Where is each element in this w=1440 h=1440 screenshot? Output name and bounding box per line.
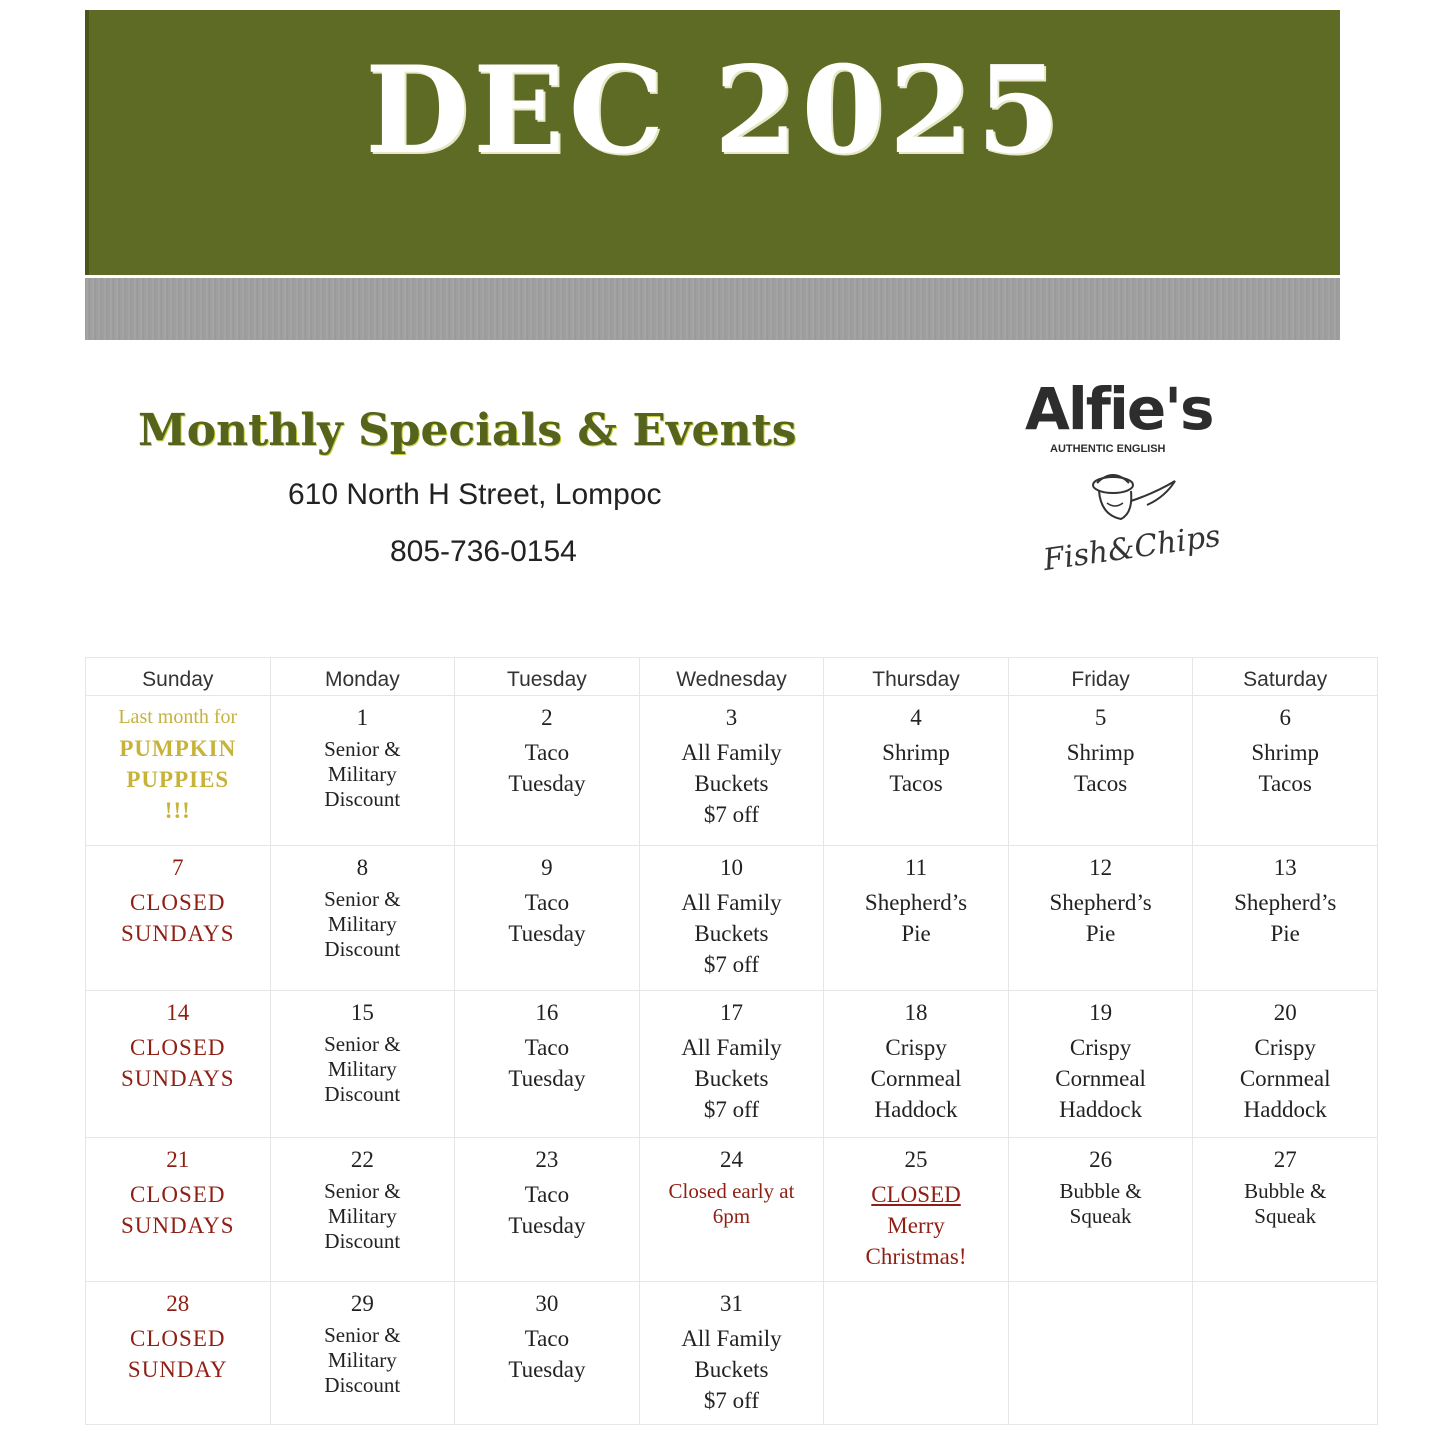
day-number: 8 [356,855,369,880]
day-number: 3 [725,705,738,730]
day-number: 23 [535,1147,559,1172]
fish-and-chips-logo-art [1035,463,1223,579]
calendar-week-4 [86,1138,1378,1282]
calendar-cell [270,1138,455,1282]
weekday-header-thursday: Thursday [824,658,1009,696]
logo-name: Alfie's [1025,375,1213,443]
page-subtitle: Monthly Specials & Events [138,405,797,456]
day-number: 26 [1089,1147,1113,1172]
event-label: CLOSED SUNDAYS [121,890,235,946]
svg-text:Fish&Chips: Fish&Chips [1041,518,1223,579]
weekday-header-saturday: Saturday [1193,658,1378,696]
calendar-cell [1193,1138,1378,1282]
calendar-cell [455,846,640,991]
calendar-cell [639,1138,824,1282]
day-number: 5 [1094,705,1107,730]
day-number: 25 [904,1147,928,1172]
logo-tagline: AUTHENTIC ENGLISH [1050,443,1166,455]
event-label: Shepherd’s Pie [1234,890,1337,946]
day-number: 19 [1089,1000,1113,1025]
calendar-cell [1193,696,1378,846]
calendar-cell [824,1138,1009,1282]
calendar-cell-empty [1008,1282,1193,1425]
day-number: 13 [1273,855,1297,880]
day-number: 28 [166,1291,190,1316]
event-label: Taco Tuesday [508,1182,586,1238]
event-label: Shepherd’s Pie [1049,890,1152,946]
weekday-header-wednesday: Wednesday [639,658,824,696]
calendar-cell [824,846,1009,991]
calendar-cell [1193,846,1378,991]
calendar-cell [639,1282,824,1425]
day-number: 29 [350,1291,374,1316]
event-label: Bubble & Squeak [1059,1179,1142,1228]
event-label: Crispy Cornmeal Haddock [1239,1035,1331,1122]
day-number: 31 [719,1291,743,1316]
day-number: 22 [350,1147,374,1172]
calendar-cell [270,1282,455,1425]
calendar-cell [270,991,455,1138]
restaurant-logo [1015,375,1223,580]
calendar-cell [639,846,824,991]
calendar-cell [1193,991,1378,1138]
event-label: CLOSED SUNDAYS [121,1035,235,1091]
event-label: Shrimp Tacos [1251,740,1320,796]
event-label: Crispy Cornmeal Haddock [1055,1035,1146,1122]
calendar-cell [1008,696,1193,846]
day-number: 7 [172,855,184,880]
calendar-cell [824,696,1009,846]
calendar-cell [1008,846,1193,991]
event-label: All Family Buckets $7 off [681,740,782,827]
event-label: Senior & Military Discount [324,1179,401,1253]
calendar-cell [455,696,640,846]
event-label: All Family Buckets $7 off [681,1035,782,1122]
calendar-cell [270,696,455,846]
day-number: 1 [356,705,369,730]
calendar-cell [86,696,271,846]
event-note: Last month for [118,706,238,728]
event-label: Senior & Military Discount [324,1323,401,1397]
event-label: CLOSED SUNDAYS [121,1182,235,1238]
event-label: Closed early at 6pm [668,1179,795,1228]
event-label: All Family Buckets $7 off [681,1326,782,1413]
calendar-week-1 [86,696,1378,846]
day-number: 20 [1273,1000,1297,1025]
day-number: 14 [166,1000,190,1025]
weekday-header-sunday: Sunday [86,658,271,696]
day-number: 27 [1273,1147,1297,1172]
calendar-week-5 [86,1282,1378,1425]
day-number: 30 [535,1291,559,1316]
weekday-header-friday: Friday [1008,658,1193,696]
calendar-cell [639,991,824,1138]
event-label: Senior & Military Discount [324,887,401,961]
restaurant-phone: 805-736-0154 [390,535,577,568]
event-label: Senior & Military Discount [324,1032,401,1106]
day-number: 12 [1089,855,1113,880]
calendar-cell [86,1138,271,1282]
header-banner [85,10,1340,275]
calendar-week-2 [86,846,1378,991]
event-label: Senior & Military Discount [324,737,401,811]
event-label: Crispy Cornmeal Haddock [870,1035,962,1122]
divider-band [85,278,1340,340]
event-label: Taco Tuesday [508,1035,586,1091]
day-number: 24 [719,1147,743,1172]
day-number: 11 [904,855,928,880]
event-note: PUMPKIN PUPPIES !!! [119,736,237,823]
calendar-cell [455,991,640,1138]
event-label: Bubble & Squeak [1244,1179,1327,1228]
calendar-cell [1008,991,1193,1138]
day-number: 6 [1279,705,1291,730]
calendar-cell [86,991,271,1138]
weekday-header-monday: Monday [270,658,455,696]
event-label: CLOSED SUNDAY [127,1326,228,1382]
restaurant-address: 610 North H Street, Lompoc [288,478,662,511]
day-number: 21 [166,1147,190,1172]
calendar-cell [270,846,455,991]
day-number: 18 [904,1000,928,1025]
day-number: 2 [541,705,553,730]
event-label: Taco Tuesday [508,1326,586,1382]
calendar-cell [639,696,824,846]
day-number: 9 [541,855,553,880]
calendar-week-3 [86,991,1378,1138]
december-calendar [85,657,1378,1425]
calendar-cell-empty [1193,1282,1378,1425]
calendar-cell-empty [824,1282,1009,1425]
day-number: 10 [719,855,743,880]
calendar-cell [455,1138,640,1282]
event-label: Shrimp Tacos [882,740,950,796]
month-title: DEC 2025 [365,40,1064,181]
calendar-cell [86,846,271,991]
event-label: Taco Tuesday [508,740,586,796]
event-label: Merry Christmas! [865,1213,967,1269]
day-number: 17 [719,1000,743,1025]
calendar-cell [86,1282,271,1425]
day-number: 16 [535,1000,559,1025]
event-label: Shepherd’s Pie [864,890,968,946]
day-number: 15 [350,1000,374,1025]
closed-label: CLOSED [871,1182,961,1207]
weekday-header-tuesday: Tuesday [455,658,640,696]
calendar-cell [824,991,1009,1138]
event-label: All Family Buckets $7 off [681,890,782,977]
calendar-cell [1008,1138,1193,1282]
calendar-cell [455,1282,640,1425]
event-label: Taco Tuesday [508,890,586,946]
day-number: 4 [910,705,922,730]
event-label: Shrimp Tacos [1066,740,1135,796]
